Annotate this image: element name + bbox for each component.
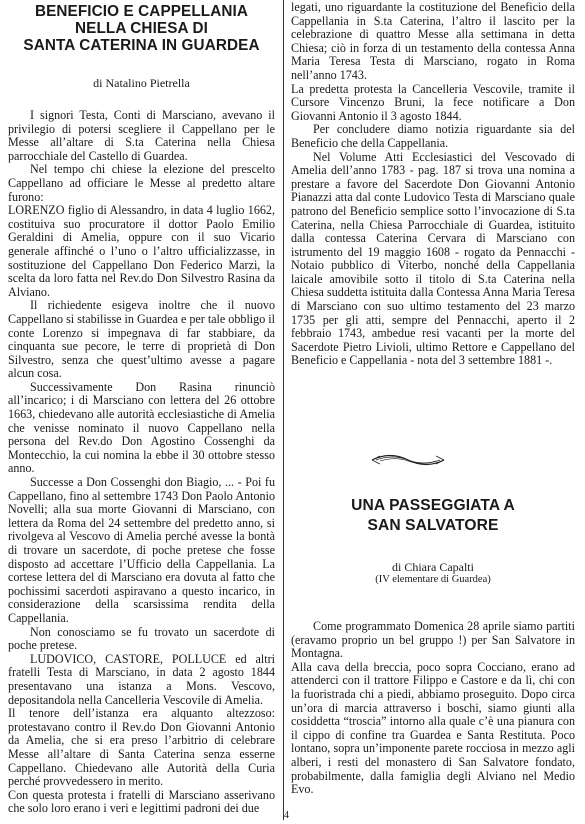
paragraph: I signori Testa, Conti di Marsciano, avevano il privilegio di potersi scegliere il Cappellano per le Messe all’altare di S.ta Caterina nella Chiesa parrocchiale del Castello di Guardea.	[8, 108, 275, 163]
title-line: UNA PASSEGGIATA A	[351, 497, 515, 514]
paragraph: Nel Volume Atti Ecclesiastici del Vescovado di Amelia dell’anno 1783 - pag. 187 si trova una nomina a prestare a favore del Sacerdote Don Giovanni Antonio Pianazzi atta dal conte Ludovico Testa di Marsciano quale patrono del Beneficio semplice sotto l’invocazione di S.ta Caterina, nella Chiesa Parrocchiale di Guardea, istituito dalla contessa Caterina Cervara di Marsciano con istrumento del 19 maggio 1608 - rogato da Pennacchi - Notaio pubblico di Viterbo, nonché della Cappellania laicale amovibile sotto il titolo di S.ta Caterina nella Chiesa suddetta istituita dalla Contessa Anna Maria Teresa di Marsciano con suo ultimo testamento del 23 marzo 1735 per gli atti, sempre del Pennacchi, aperto il 2 febbraio 1743, ambedue resi vacanti per la morte del Sacerdote Pietro Livioli, ultimo Rettore e Cappellano del Beneficio e Cappellania - nota del 3 settembre 1881 -.	[291, 149, 575, 368]
author-note: (IV elementare di Guardea)	[375, 574, 491, 585]
ornament-divider-icon	[370, 452, 446, 468]
paragraph: Successivamente Don Rasina rinunciò all’incarico; i di Marsciano con lettera del 26 ottobre 1663, chiedevano alle autorità ecclesiastiche di Amelia che venisse nominato il nuovo Cappellano nella persona del Rev.do Don Agostino Cossenghi da Montecchio, la cui nomina la ebbe il 30 ottobre stesso anno.	[8, 379, 275, 476]
title-line: NELLA CHIESA DI	[75, 20, 208, 37]
title-line: BENEFICIO E CAPPELLANIA	[34, 3, 249, 20]
page-number: 4	[284, 810, 289, 821]
article-body-continued	[291, 1, 575, 368]
paragraph: Con questa protesta i fratelli di Marsciano asserivano che solo loro erano i veri e legittimi padroni dei due	[8, 787, 275, 816]
title-line: SANTA CATERINA IN GUARDEA	[23, 37, 260, 54]
paragraph: Alla cava della breccia, poco sopra Cocciano, erano ad attenderci con il trattore Filippo e Castore e da lì, chi con la fuoristrada chi a piedi, abbiamo proseguito. Dopo circa un’ora di marcia attraverso i boschi, siamo giunti alla cosiddetta “troscia” intorno alla quale c’è una pianura con il cippo di confine tra Guardea e Santa Restituta. Poco lontano, sopra un’imponente parete rocciosa in mezzo agli alberi, i resti del monastero di San Salvatore fondato, probabilmente, dalla famiglia degli Alviano nel Medio Evo.	[291, 659, 575, 797]
paragraph: Successe a Don Cossenghi don Biagio, ... - Poi fu Cappellano, fino al settembre 1743 Don Paolo Antonio Novelli; alla sua morte Giovanni di Marsciano, con lettera da Roma del 24 settembre del predetto anno, si rivolgeva al Vescovo di Amelia perché avesse la bontà di trovare un sacerdote, di poche pretese che fosse disposto ad accettare l’Ufficio della Cappellania. La cortese lettera del di Marsciano era dovuta al fatto che pochissimi sacerdoti aspiravano a questo incarico, in considerazione della scarsissima rendita della Cappellania.	[8, 475, 275, 625]
paragraph: Come programmato Domenica 28 aprile siamo partiti (eravamo proprio un bel gruppo !) per San Salvatore in Montagna.	[291, 619, 575, 661]
paragraph: LUDOVICO, CASTORE, POLLUCE ed altri fratelli Testa di Marsciano, in data 2 agosto 1844 presentavano una istanza a Mons. Vescovo, depositandola nella Cancelleria Vescovile di Amelia.	[8, 651, 275, 707]
paragraph: La predetta protesta la Cancelleria Vescovile, tramite il Cursore Vincenzo Bruni, la fece notificare a Don Giovanni Antonio il 3 agosto 1844.	[291, 81, 575, 123]
paragraph: legati, uno riguardante la costituzione del Beneficio della Cappellania in S.ta Caterina, l’altro il lascito per la celebrazione di quattro Messe alla settimana in detta Chiesa; ciò in forza di un testamento della contessa Anna Maria Teresa Testa di Marsciano, rogato in Roma nell’anno 1743.	[291, 0, 575, 82]
paragraph: Il richiedente esigeva inoltre che il nuovo Cappellano si stabilisse in Guardea e per tale obbligo il conte Lorenzo si impegnava di far stabbiare, da cinquanta sue pecore, le terre di proprietà di Don Silvestro, senza che quest’ultimo avesse a pagare alcun cosa.	[8, 298, 276, 381]
paragraph: Per concludere diamo notizia riguardante sia del Beneficio che della Cappellania.	[291, 122, 575, 150]
paragraph: Il tenore dell’istanza era alquanto altezzoso: protestavano contro il Rev.do Don Giovanni Antonio da Amelia, che si era preso l’arbitrio di celebrare Messe all’altare di Santa Caterina senza esserne Cappellano. Chiedevano alle Autorità della Curia perché provvedessero in merito.	[8, 706, 275, 789]
paragraph: LORENZO figlio di Alessandro, in data 4 luglio 1662, costituiva suo procuratore il dottor Paolo Emilio Geraldini di Amelia, oppure con il suo Vicario generale affinché o l’uno o l’altro ufficializzasse, in sostituzione del Cappellano Don Federico Marzi, la scelta da loro fatta nel Rev.do Don Silvestro Rasina da Alviano.	[8, 203, 275, 299]
article-title-passeggiata	[291, 496, 575, 536]
column-divider	[283, 0, 284, 820]
article-title-beneficio	[8, 3, 275, 54]
paragraph: Nel tempo chi chiese la elezione del prescelto Cappellano ad officiare le Messe al predetto altare furono:	[8, 162, 275, 204]
article-author: di Natalino Pietrella	[93, 76, 190, 90]
article-author: di Chiara Capalti	[392, 560, 474, 574]
article-body	[8, 109, 275, 816]
article-body	[291, 620, 575, 797]
paragraph: Non conosciamo se fu trovato un sacerdote di poche pretese.	[8, 624, 275, 653]
title-line: SAN SALVATORE	[367, 517, 499, 534]
